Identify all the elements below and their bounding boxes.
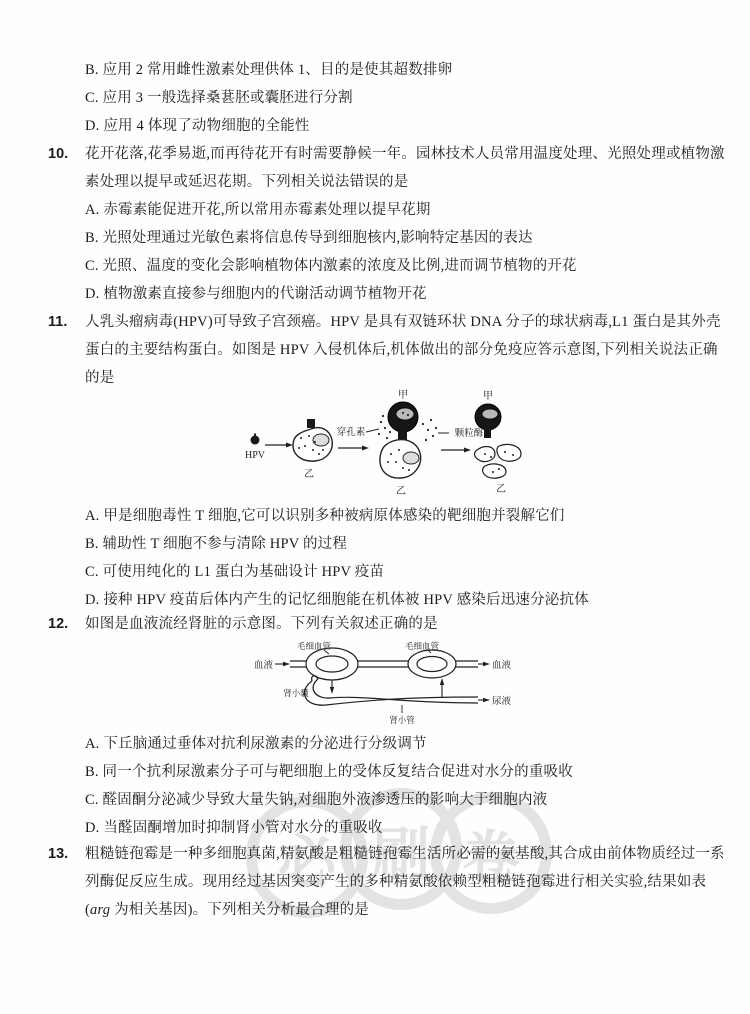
stem-tail-pre: ( [85, 902, 91, 918]
question-10-option-b: B. 光照处理通过光敏色素将信息传导到细胞核内,影响特定基因的表达 [85, 230, 533, 246]
lysed-cell-fragments [475, 444, 521, 478]
question-10-option-a: A. 赤霉素能促进开花,所以常用赤霉素处理以提早花期 [85, 202, 431, 218]
question-10-number: 10. [48, 146, 69, 162]
capillary-label-2: 毛细血管 [404, 641, 440, 651]
watermark-circle-3: 卷 [430, 792, 552, 914]
hpv-label: HPV [244, 450, 266, 461]
hpv-immune-response-diagram [233, 388, 533, 506]
granzyme-label: 颗粒酶 [454, 429, 484, 439]
infected-cell-1 [293, 419, 332, 461]
blood-in-label: 血液 [254, 661, 274, 671]
capillary-label-1: 毛细血管 [296, 641, 332, 651]
question-10-option-d: D. 植物激素直接参与细胞内的代谢活动调节植物开花 [85, 286, 427, 302]
question-11-stem-line-1: 人乳头瘤病毒(HPV)可导致子宫颈癌。HPV 是具有双链环状 DNA 分子的球状病毒,L1 蛋白是其外壳 [85, 314, 721, 330]
question-11-option-c: C. 可使用纯化的 L1 蛋白为基础设计 HPV 疫苗 [85, 564, 385, 580]
prev-option-c: C. 应用 3 一般选择桑葚胚或囊胚进行分割 [85, 90, 353, 106]
stem-tail-post: 为相关基因)。下列相关分析最合理的是 [110, 902, 370, 918]
question-10-stem-line-1: 花开花落,花季易逝,而再待花开有时需要静候一年。园林技术人员常用温度处理、光照处理或植物激 [85, 146, 725, 162]
infected-cell-2 [380, 440, 421, 478]
blood-out-label: 血液 [492, 661, 512, 671]
urine-label: 尿液 [492, 697, 512, 707]
question-10-option-c: C. 光照、温度的变化会影响植物体内激素的浓度及比例,进而调节植物的开花 [85, 258, 577, 274]
gene-symbol-arg: arg [90, 902, 111, 918]
question-11-option-d: D. 接种 HPV 疫苗后体内产生的记忆细胞能在机体被 HPV 感染后迅速分泌抗体 [85, 592, 589, 608]
killer-cell-label-1: 甲 [398, 390, 408, 401]
killer-cell-1 [388, 402, 418, 442]
kidney-blood-flow-diagram [252, 641, 517, 736]
tubule-label: 肾小管 [389, 715, 415, 725]
killer-cell-label-2: 甲 [483, 391, 493, 402]
question-12-option-d: D. 当醛固酮增加时抑制肾小管对水分的重吸收 [85, 820, 383, 836]
prev-option-d: D. 应用 4 体现了动物细胞的全能性 [85, 118, 310, 134]
question-11-stem-line-3: 的是 [85, 370, 115, 386]
capsule-label: 肾小囊 [283, 688, 309, 698]
question-12-option-b: B. 同一个抗利尿激素分子可与靶细胞上的受体反复结合促进对水分的重吸收 [85, 764, 573, 780]
hpv-virus-icon [251, 434, 260, 445]
question-11-option-a: A. 甲是细胞毒性 T 细胞,它可以识别多种被病原体感染的靶细胞并裂解它们 [85, 508, 565, 524]
target-cell-label-2: 乙 [396, 486, 406, 497]
target-cell-label-3: 乙 [496, 484, 506, 495]
question-11-number: 11. [48, 314, 68, 330]
question-12-option-c: C. 醛固酮分泌减少导致大量失钠,对细胞外液渗透压的影响大于细胞内液 [85, 792, 548, 808]
question-12-stem-line-1: 如图是血液流经肾脏的示意图。下列有关叙述正确的是 [85, 616, 438, 632]
question-12-number: 12. [48, 616, 69, 632]
capillary-loop-2 [408, 650, 456, 678]
target-cell-label-1: 乙 [304, 469, 314, 480]
perforin-label: 穿孔素 [336, 428, 366, 438]
question-10-stem-line-2: 素处理以提早或延迟花期。下列相关说法错误的是 [85, 174, 409, 190]
question-12-option-a: A. 下丘脑通过垂体对抗利尿激素的分泌进行分级调节 [85, 736, 427, 752]
question-11-stem-line-2: 蛋白的主要结构蛋白。如图是 HPV 入侵机体后,机体做出的部分免疫应答示意图,下列相关说法正确 [85, 342, 718, 358]
prev-option-b: B. 应用 2 常用雌性激素处理供体 1、目的是使其超数排卵 [85, 62, 453, 78]
renal-tubule [326, 697, 478, 705]
question-13-stem-line-3 [85, 902, 725, 919]
question-11-option-b: B. 辅助性 T 细胞不参与清除 HPV 的过程 [85, 536, 348, 552]
watermark-circle-1: 必 [246, 796, 368, 918]
watermark-circle-2: 刷 [340, 788, 462, 910]
question-13-number: 13. [48, 846, 69, 862]
question-13-stem-line-1: 粗糙链孢霉是一种多细胞真菌,精氨酸是粗糙链孢霉生活所必需的氨基酸,其合成由前体物质经过一系 [85, 846, 725, 862]
question-13-stem-line-2: 列酶促反应生成。现用经过基因突变产生的多种精氨酸依赖型粗糙链孢霉进行相关实验,结果如表 [85, 874, 707, 890]
